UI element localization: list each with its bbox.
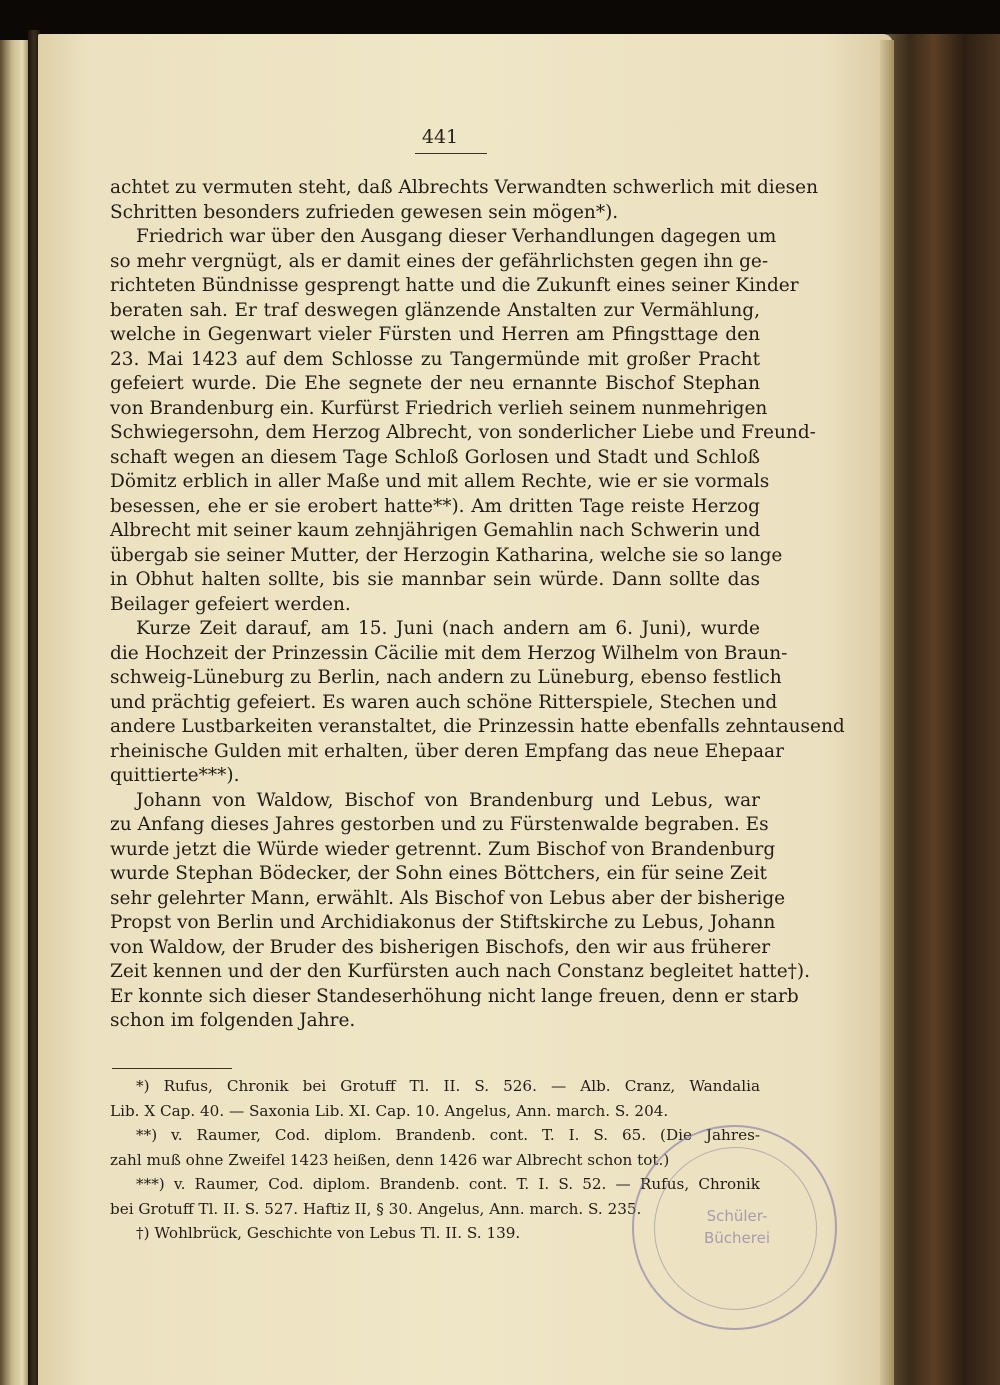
text-line: von Waldow, der Bruder des bisherigen Bischofs, den wir aus früherer	[110, 936, 771, 958]
stamp-text	[682, 1205, 792, 1249]
text-line: zu Anfang dieses Jahres gestorben und zu Fürstenwalde begraben. Es	[110, 814, 769, 835]
text-line: Dömitz erblich in aller Maße und mit allem Rechte, wie er sie vormals	[110, 471, 770, 492]
stamp-line-1: Schüler-	[706, 1207, 768, 1225]
text-line: schon im folgenden Jahre.	[110, 1010, 356, 1031]
stamp-line-2: Bücherei	[703, 1229, 770, 1247]
text-line: Johann von Waldow, Bischof von Brandenburg und Lebus, war	[136, 789, 760, 811]
footnote-line: ***) v. Raumer, Cod. diplom. Brandenb. cont. T. I. S. 52. — Rufus, Chronik	[136, 1175, 760, 1193]
footnote-line: zahl muß ohne Zweifel 1423 heißen, denn 1426 war Albrecht schon tot.)	[110, 1150, 670, 1169]
text-line: Kurze Zeit darauf, am 15. Juni (nach andern am 6. Juni), wurde	[136, 618, 760, 639]
footnote-line: †) Wohlbrück, Geschichte von Lebus Tl. II. S. 139.	[136, 1224, 521, 1242]
book-cover-edge	[880, 34, 1000, 1385]
text-line: andere Lustbarkeiten veranstaltet, die Prinzessin hatte ebenfalls zehntausend	[110, 716, 845, 737]
text-line: wurde jetzt die Würde wieder getrennt. Zum Bischof von Brandenburg	[110, 838, 776, 860]
footnote-line: bei Grotuff Tl. II. S. 527. Haftiz II, § 30. Angelus, Ann. march. S. 235.	[110, 1199, 642, 1218]
text-line: sehr gelehrter Mann, erwählt. Als Bischof von Lebus aber der bisherige	[110, 887, 786, 909]
page-stack-edge	[880, 40, 894, 1385]
text-line: von Brandenburg ein. Kurfürst Friedrich verlieh seinem nunmehrigen	[110, 397, 768, 419]
text-line: gefeiert wurde. Die Ehe segnete der neu ernannte Bischof Stephan	[110, 373, 760, 394]
text-line: schweig-Lüneburg zu Berlin, nach andern zu Lüneburg, ebenso festlich	[110, 667, 782, 688]
text-line: schaft wegen an diesem Tage Schloß Gorlosen und Stadt und Schloß	[110, 446, 760, 468]
text-line: die Hochzeit der Prinzessin Cäcilie mit dem Herzog Wilhelm von Braun-	[110, 642, 788, 664]
page-number-rule	[415, 153, 487, 154]
footnote-line: **) v. Raumer, Cod. diplom. Brandenb. cont. T. I. S. 65. (Die Jahres-	[136, 1126, 760, 1144]
text-line: rheinische Gulden mit erhalten, über deren Empfang das neue Ehepaar	[110, 740, 784, 762]
footnote-line: Lib. X Cap. 40. — Saxonia Lib. XI. Cap. 10. Angelus, Ann. march. S. 204.	[110, 1101, 669, 1120]
text-line: Albrecht mit seiner kaum zehnjährigen Gemahlin nach Schwerin und	[110, 520, 761, 541]
text-line: Beilager gefeiert werden.	[110, 593, 351, 615]
text-line: Friedrich war über den Ausgang dieser Verhandlungen dagegen um	[136, 226, 777, 247]
text-line: Zeit kennen und der den Kurfürsten auch nach Constanz begleitet hatte†).	[110, 961, 811, 982]
footnote-line: *) Rufus, Chronik bei Grotuff Tl. II. S. 526. — Alb. Cranz, Wandalia	[136, 1077, 760, 1095]
page-number: 441	[421, 126, 459, 148]
text-line: in Obhut halten sollte, bis sie mannbar sein würde. Dann sollte das	[110, 569, 760, 590]
text-line: übergab sie seiner Mutter, der Herzogin Katharina, welche sie so lange	[110, 544, 783, 566]
left-page-edge	[0, 40, 30, 1385]
text-line: quittierte***).	[110, 765, 240, 786]
text-line: Propst von Berlin und Archidiakonus der Stiftskirche zu Lebus, Johann	[110, 912, 776, 933]
body-text	[110, 176, 845, 1034]
text-line: Schwiegersohn, dem Herzog Albrecht, von sonderlicher Liebe und Freund-	[110, 422, 816, 443]
text-line: Er konnte sich dieser Standeserhöhung nicht lange freuen, denn er starb	[110, 985, 799, 1007]
text-line: besessen, ehe er sie erobert hatte**). Am dritten Tage reiste Herzog	[110, 495, 760, 517]
text-line: beraten sah. Er traf deswegen glänzende Anstalten zur Vermählung,	[110, 299, 760, 321]
footnote-rule	[112, 1068, 232, 1069]
text-line: so mehr vergnügt, als er damit eines der gefährlichsten gegen ihn ge-	[110, 250, 769, 272]
text-line: wurde Stephan Bödecker, der Sohn eines Böttchers, ein für seine Zeit	[110, 863, 767, 884]
text-line: achtet zu vermuten steht, daß Albrechts Verwandten schwerlich mit diesen	[110, 177, 818, 198]
text-line: welche in Gegenwart vieler Fürsten und Herren am Pfingsttage den	[110, 324, 760, 345]
text-line: richteten Bündnisse gesprengt hatte und die Zukunft eines seiner Kinder	[110, 275, 799, 296]
text-line: und prächtig gefeiert. Es waren auch schöne Ritterspiele, Stechen und	[110, 691, 778, 713]
text-line: Schritten besonders zufrieden gewesen sein mögen*).	[110, 201, 619, 223]
library-stamp	[632, 1125, 837, 1330]
text-line: 23. Mai 1423 auf dem Schlosse zu Tangermünde mit großer Pracht	[110, 348, 760, 370]
